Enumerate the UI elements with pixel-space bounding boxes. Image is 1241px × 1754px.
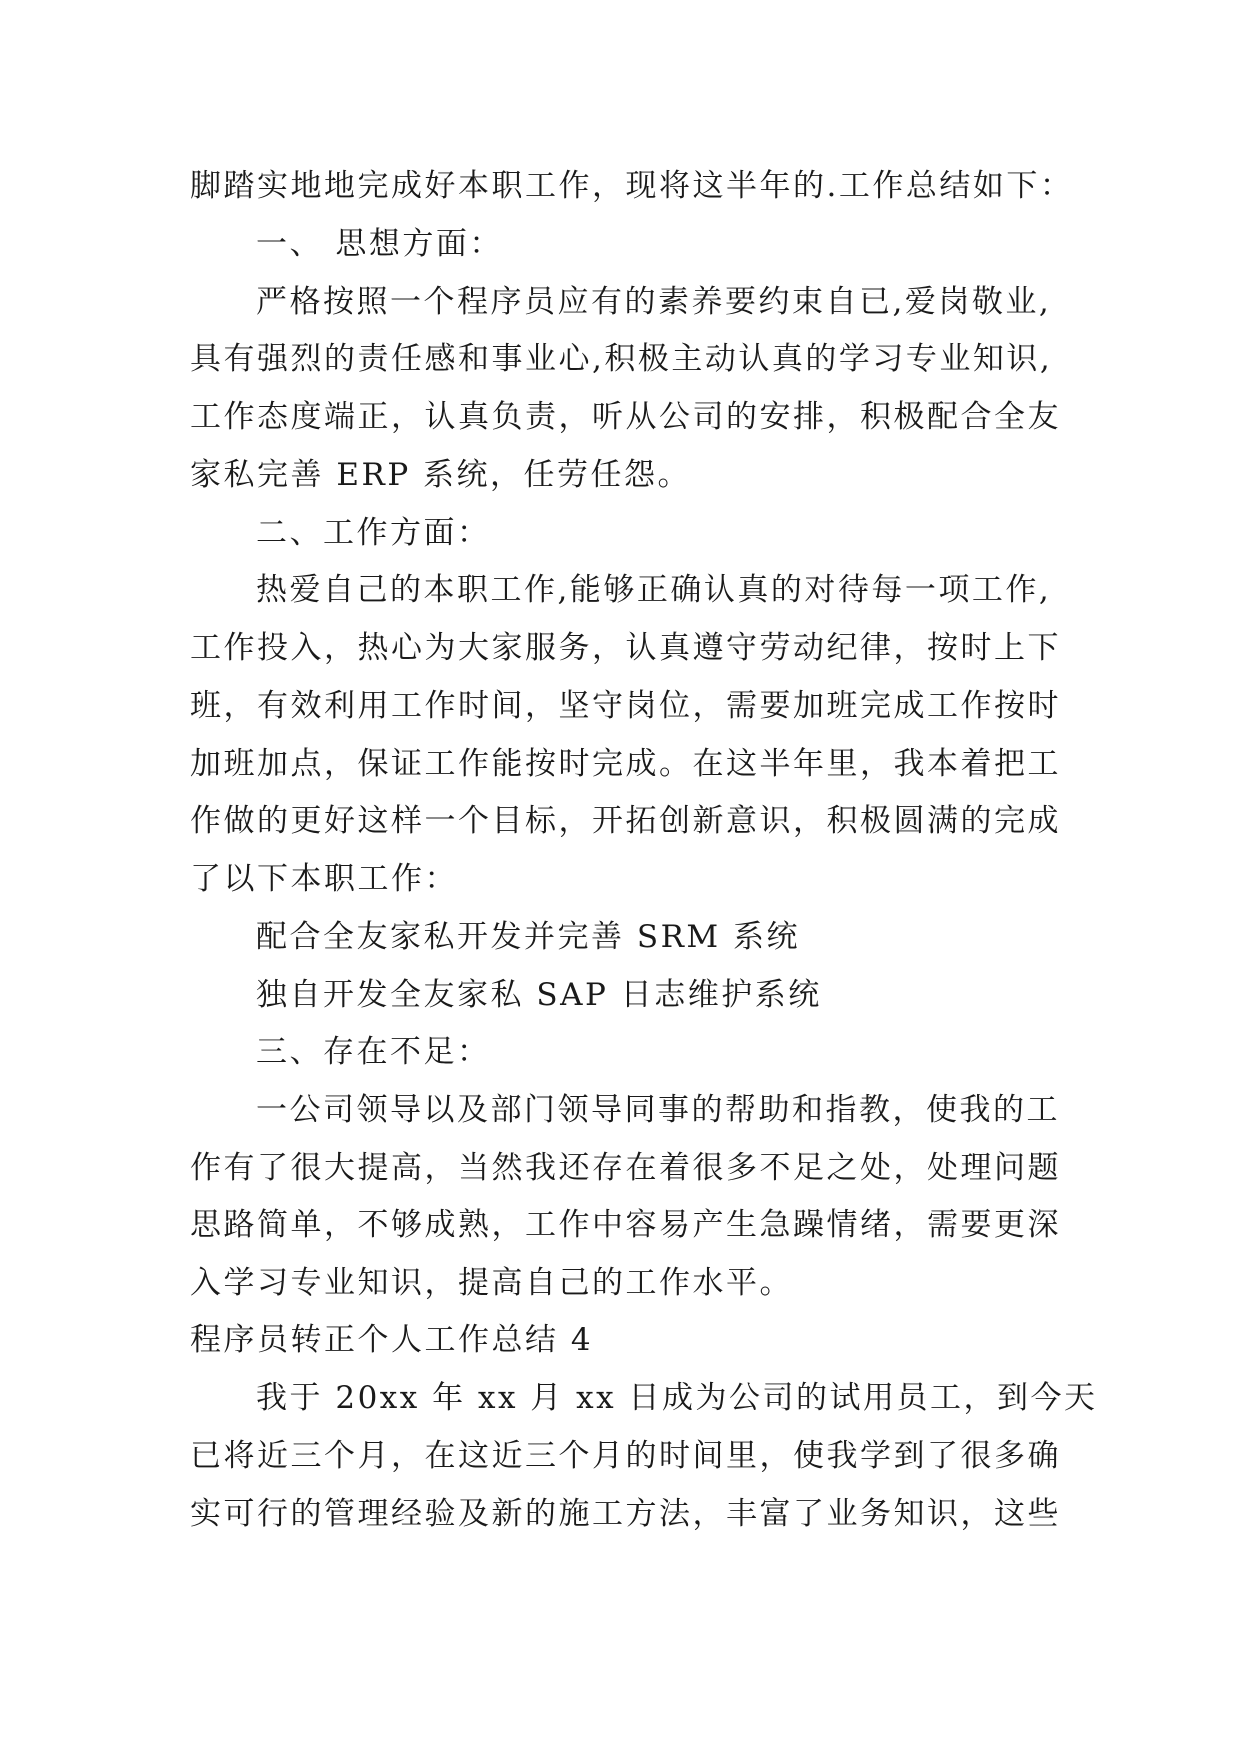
text-line: 思路简单，不够成熟，工作中容易产生急躁情绪，需要更深 <box>190 1207 1061 1243</box>
text-line: 一公司领导以及部门领导同事的帮助和指教，使我的工 <box>256 1092 1060 1128</box>
text-line: 作做的更好这样一个目标，开拓创新意识，积极圆满的完成 <box>190 803 1061 839</box>
text-line: 已将近三个月，在这近三个月的时间里，使我学到了很多确 <box>190 1438 1061 1474</box>
list-item: 配合全友家私开发并完善 SRM 系统 <box>256 919 801 955</box>
text-line: 了以下本职工作： <box>190 861 458 897</box>
section-heading: 二、工作方面： <box>256 515 491 551</box>
text-line: 脚踏实地地完成好本职工作，现将这半年的.工作总结如下： <box>190 168 1074 204</box>
text-line: 家私完善 ERP 系统，任劳任怨。 <box>190 457 692 493</box>
text-line: 班，有效利用工作时间，坚守岗位，需要加班完成工作按时 <box>190 688 1061 724</box>
text-line: 实可行的管理经验及新的施工方法，丰富了业务知识，这些 <box>190 1496 1061 1532</box>
text-line: 热爱自己的本职工作,能够正确认真的对待每一项工作, <box>256 572 1052 608</box>
text-line: 严格按照一个程序员应有的素养要约束自已,爱岗敬业, <box>256 284 1052 320</box>
section-heading: 三、存在不足： <box>256 1034 491 1070</box>
document-title: 程序员转正个人工作总结 4 <box>190 1322 594 1358</box>
text-line: 工作投入，热心为大家服务，认真遵守劳动纪律，按时上下 <box>190 630 1061 666</box>
text-line: 入学习专业知识，提高自己的工作水平。 <box>190 1265 793 1301</box>
text-line: 具有强烈的责任感和事业心,积极主动认真的学习专业知识, <box>190 341 1053 377</box>
text-line: 我于 20xx 年 xx 月 xx 日成为公司的试用员工，到今天 <box>256 1380 1098 1416</box>
list-item: 独自开发全友家私 SAP 日志维护系统 <box>256 977 822 1013</box>
text-line: 作有了很大提高，当然我还存在着很多不足之处，处理问题 <box>190 1150 1061 1186</box>
section-heading: 一、 思想方面： <box>256 226 503 262</box>
text-line: 工作态度端正，认真负责，听从公司的安排，积极配合全友 <box>190 399 1061 435</box>
text-line: 加班加点，保证工作能按时完成。在这半年里，我本着把工 <box>190 746 1061 782</box>
